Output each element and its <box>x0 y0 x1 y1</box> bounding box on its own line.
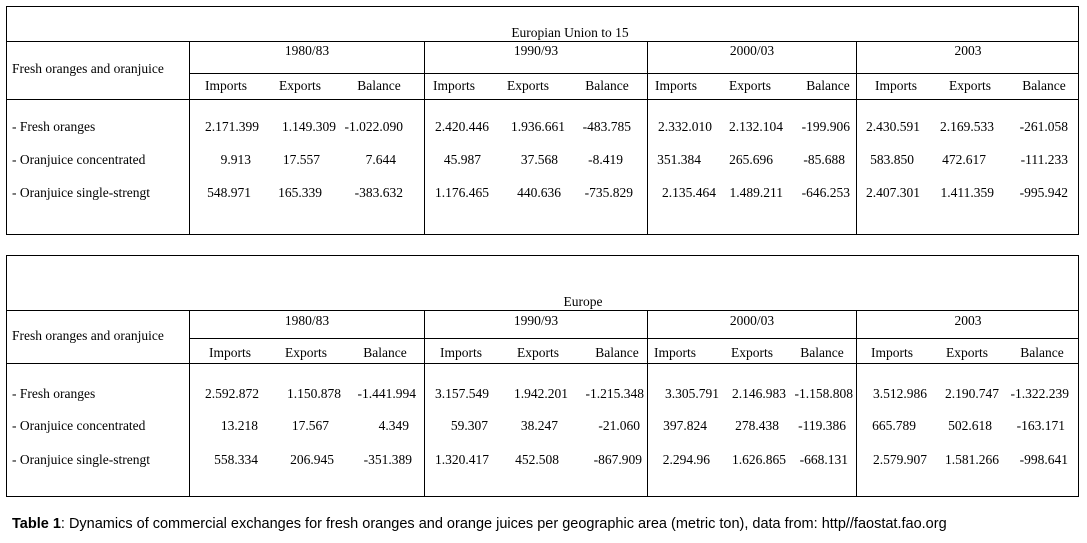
column-header: Exports <box>285 345 327 360</box>
divider <box>647 41 648 234</box>
table-title: Europe <box>563 294 603 309</box>
table-cell: 2.169.533 <box>940 119 994 134</box>
divider <box>7 41 1078 42</box>
period-header: 1990/93 <box>513 43 559 58</box>
table-cell: 583.850 <box>870 152 914 167</box>
divider <box>856 41 857 234</box>
table-cell: 1.936.661 <box>511 119 565 134</box>
caption-text: : Dynamics of commercial exchanges for fresh oranges and orange juices per geographic area (metric ton), data from: http//faostat.fao.org <box>60 516 947 532</box>
table-title: Europian Union to 15 <box>511 25 629 40</box>
table-cell: -867.909 <box>593 452 642 467</box>
table-cell: 2.190.747 <box>945 386 999 401</box>
divider <box>7 99 1078 100</box>
table-cell: 351.384 <box>657 152 701 167</box>
column-header: Balance <box>800 345 844 360</box>
table-cell: 397.824 <box>663 418 707 433</box>
table-cell: 2.407.301 <box>866 185 920 200</box>
table-cell: 165.339 <box>278 185 322 200</box>
caption-label: Table 1 <box>12 516 61 532</box>
table-cell: 3.305.791 <box>665 386 719 401</box>
divider <box>7 310 1078 311</box>
table-cell: 2.592.872 <box>205 386 259 401</box>
column-header: Balance <box>363 345 407 360</box>
table-cell: -85.688 <box>803 152 845 167</box>
divider <box>189 338 1078 339</box>
table-cell: -8.419 <box>588 152 623 167</box>
table-cell: -21.060 <box>598 418 640 433</box>
period-header: 1980/83 <box>284 43 330 58</box>
column-header: Balance <box>595 345 639 360</box>
table-cell: 17.567 <box>291 418 329 433</box>
period-header: 2003 <box>954 43 982 58</box>
period-header: 2000/03 <box>729 43 775 58</box>
period-header: 2003 <box>954 313 982 328</box>
row-header: Fresh oranges and oranjuice <box>12 61 164 76</box>
table-cell: 2.171.399 <box>205 119 259 134</box>
table-cell: 1.320.417 <box>435 452 489 467</box>
table-cell: 1.149.309 <box>282 119 336 134</box>
table-caption <box>12 515 947 533</box>
table-cell: 472.617 <box>942 152 986 167</box>
period-header: 1990/93 <box>513 313 559 328</box>
table-cell: 452.508 <box>515 452 559 467</box>
column-header: Balance <box>1020 345 1064 360</box>
row-label: - Oranjuice single-strengt <box>12 185 150 200</box>
table-cell: 38.247 <box>520 418 558 433</box>
row-label: - Oranjuice concentrated <box>12 152 146 167</box>
column-header: Exports <box>946 345 988 360</box>
row-label: - Oranjuice concentrated <box>12 418 146 433</box>
table-cell: 2.135.464 <box>662 185 716 200</box>
table-cell: 1.626.865 <box>732 452 786 467</box>
column-header: Balance <box>806 78 850 93</box>
table-cell: 2.146.983 <box>732 386 786 401</box>
table-cell: 665.789 <box>872 418 916 433</box>
period-header: 1980/83 <box>284 313 330 328</box>
table-cell: -1.158.808 <box>794 386 853 401</box>
table-europe <box>6 255 1079 497</box>
table-cell: -199.906 <box>801 119 850 134</box>
table-cell: 2.294.96 <box>662 452 710 467</box>
table-cell: 13.218 <box>220 418 258 433</box>
table-cell: -1.322.239 <box>1010 386 1069 401</box>
column-header: Exports <box>729 78 771 93</box>
table-cell: 3.512.986 <box>873 386 927 401</box>
table-eu15 <box>6 6 1079 235</box>
table-cell: 1.942.201 <box>514 386 568 401</box>
row-header: Fresh oranges and oranjuice <box>12 328 164 343</box>
column-header: Imports <box>209 345 251 360</box>
row-label: - Fresh oranges <box>12 386 96 401</box>
table-cell: -119.386 <box>798 418 846 433</box>
divider <box>189 41 190 234</box>
table-cell: -998.641 <box>1019 452 1068 467</box>
table-cell: -351.389 <box>363 452 412 467</box>
table-cell: 2.332.010 <box>658 119 712 134</box>
table-cell: -383.632 <box>354 185 403 200</box>
table-cell: -1.022.090 <box>344 119 403 134</box>
column-header: Imports <box>655 78 697 93</box>
divider <box>424 41 425 234</box>
table-cell: 9.913 <box>220 152 251 167</box>
table-cell: 59.307 <box>450 418 488 433</box>
column-header: Imports <box>433 78 475 93</box>
table-cell: -163.171 <box>1016 418 1065 433</box>
table-cell: 7.644 <box>365 152 396 167</box>
column-header: Imports <box>205 78 247 93</box>
table-cell: 1.581.266 <box>945 452 999 467</box>
divider <box>7 363 1078 364</box>
table-cell: 440.636 <box>517 185 561 200</box>
divider <box>189 73 1078 74</box>
table-cell: -735.829 <box>584 185 633 200</box>
column-header: Balance <box>585 78 629 93</box>
column-header: Exports <box>507 78 549 93</box>
row-label: - Fresh oranges <box>12 119 96 134</box>
period-header: 2000/03 <box>729 313 775 328</box>
table-cell: 2.132.104 <box>729 119 783 134</box>
column-header: Imports <box>871 345 913 360</box>
column-header: Imports <box>440 345 482 360</box>
table-cell: 2.579.907 <box>873 452 927 467</box>
table-cell: 1.411.359 <box>940 185 994 200</box>
table-cell: 4.349 <box>378 418 409 433</box>
table-cell: 278.438 <box>735 418 779 433</box>
row-label: - Oranjuice single-strengt <box>12 452 150 467</box>
table-cell: -111.233 <box>1020 152 1068 167</box>
table-cell: -261.058 <box>1019 119 1068 134</box>
table-cell: -668.131 <box>799 452 848 467</box>
table-cell: 3.157.549 <box>435 386 489 401</box>
table-cell: 1.489.211 <box>729 185 783 200</box>
table-cell: 502.618 <box>948 418 992 433</box>
column-header: Exports <box>279 78 321 93</box>
table-cell: 37.568 <box>520 152 558 167</box>
table-cell: 265.696 <box>729 152 773 167</box>
table-cell: -646.253 <box>801 185 850 200</box>
table-cell: 45.987 <box>443 152 481 167</box>
column-header: Balance <box>1022 78 1066 93</box>
table-cell: -995.942 <box>1019 185 1068 200</box>
table-cell: 1.150.878 <box>287 386 341 401</box>
column-header: Imports <box>654 345 696 360</box>
table-cell: 206.945 <box>290 452 334 467</box>
table-cell: 548.971 <box>207 185 251 200</box>
table-cell: 2.430.591 <box>866 119 920 134</box>
table-cell: 2.420.446 <box>435 119 489 134</box>
column-header: Exports <box>517 345 559 360</box>
column-header: Balance <box>357 78 401 93</box>
table-cell: 558.334 <box>214 452 258 467</box>
table-cell: 1.176.465 <box>435 185 489 200</box>
table-cell: 17.557 <box>282 152 320 167</box>
column-header: Imports <box>875 78 917 93</box>
column-header: Exports <box>731 345 773 360</box>
column-header: Exports <box>949 78 991 93</box>
table-cell: -1.441.994 <box>357 386 416 401</box>
table-cell: -483.785 <box>582 119 631 134</box>
table-cell: -1.215.348 <box>585 386 644 401</box>
